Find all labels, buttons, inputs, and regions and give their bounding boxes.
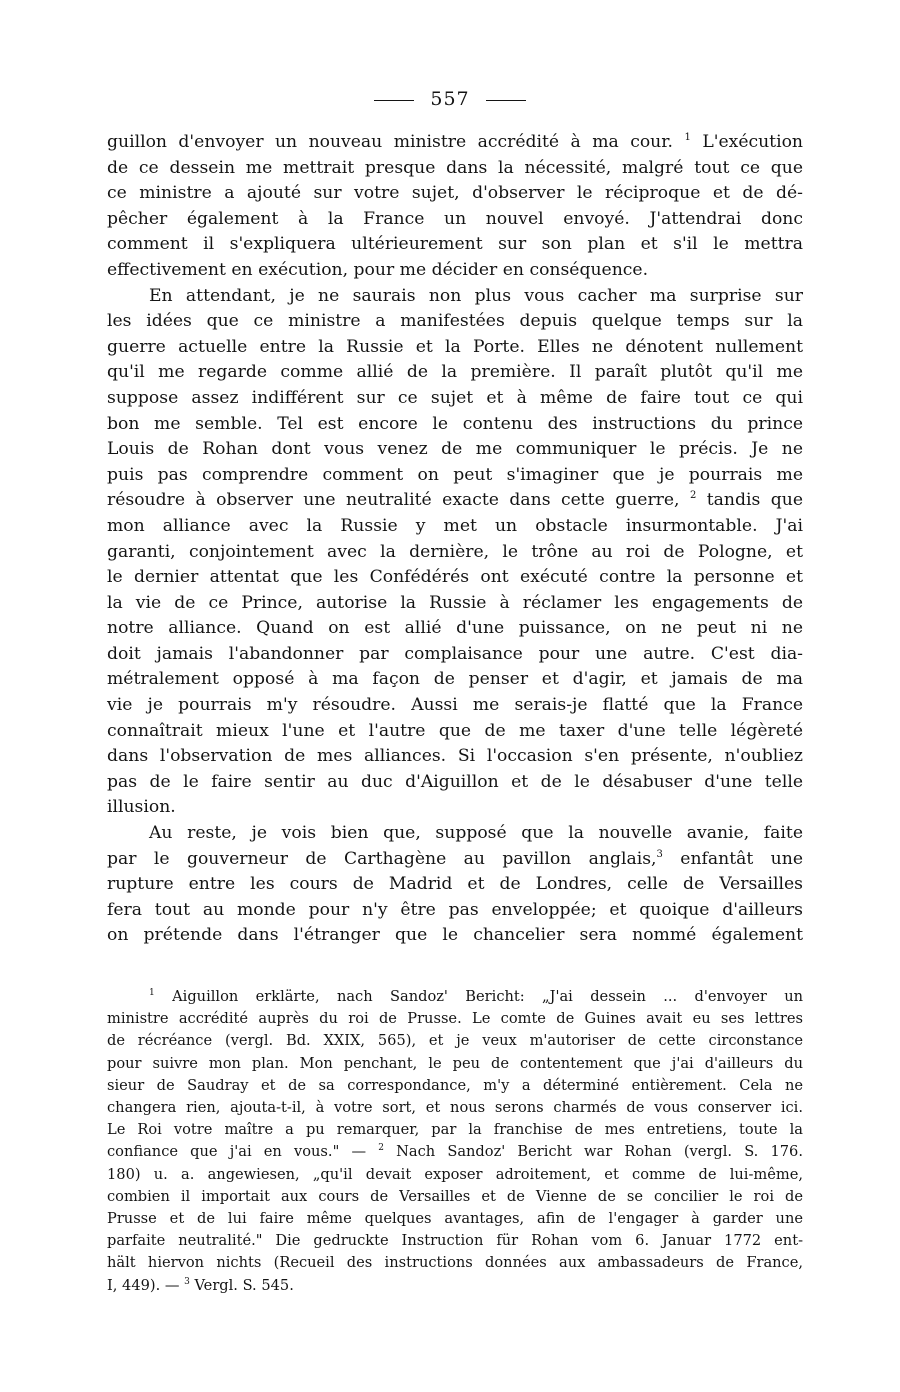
text-line: En attendant, je ne saurais non plus vous cacher ma surprise sur — [149, 285, 803, 306]
text-line: ce ministre a ajouté sur votre sujet, d'observer le réciproque et de dé- — [107, 183, 803, 204]
footnotes — [107, 986, 803, 1297]
footnote-ref-3[interactable]: 3 — [656, 848, 663, 860]
text-line: rupture entre les cours de Madrid et de Londres, celle de Versailles — [107, 874, 803, 895]
text-line: vie je pourrais m'y résoudre. Aussi me serais-je flatté que la France — [107, 695, 803, 716]
footnote-line: hält hiervon nichts (Recueil des instructions données aux ambassadeurs de France, — [107, 1254, 803, 1272]
footnote-line: combien il importait aux cours de Versailles et de Vienne de se concilier le roi de — [107, 1187, 803, 1205]
text-line: comment il s'expliquera ultérieurement sur son plan et s'il le mettra — [107, 234, 803, 255]
main-text — [107, 130, 803, 949]
footnote-mark-2: 2 — [378, 1143, 384, 1154]
text-line: pas de le faire sentir au duc d'Aiguillon et de le désabuser d'une telle — [107, 771, 803, 792]
footnote-mark-3: 3 — [184, 1276, 190, 1287]
text-line: qu'il me regarde comme allié de la première. Il paraît plutôt qu'il me — [107, 362, 803, 383]
paragraph-2 — [107, 284, 803, 821]
footnote-line: 180) u. a. angewiesen, „qu'il devait exposer adroitement, et comme de lui-même, — [107, 1165, 803, 1183]
text-line: guillon d'envoyer un nouveau ministre accrédité à ma cour. $^1$ L'exécution — [107, 132, 804, 152]
footnote-line: ministre accrédité auprès du roi de Prusse. Le comte de Guines avait eu ses lettres — [107, 1010, 803, 1028]
header-dash-left — [374, 100, 414, 101]
footnote-line: changera rien, ajouta-t-il, à votre sort, et nous serons charmés de vous conserver ici. — [107, 1099, 803, 1117]
footnote-line: Le Roi votre maître a pu remarquer, par la franchise de mes entretiens, toute la — [107, 1121, 803, 1139]
text-line: connaîtrait mieux l'une et l'autre que de me taxer d'une telle légèreté — [107, 720, 803, 741]
text-line: garanti, conjointement avec la dernière, le trône au roi de Pologne, et — [107, 541, 803, 562]
text-line: Au reste, je vois bien que, supposé que la nouvelle avanie, faite — [149, 823, 803, 844]
text-line: métralement opposé à ma façon de penser et d'agir, et jamais de ma — [107, 669, 803, 690]
footnote-line: de récréance (vergl. Bd. XXIX, 565), et je veux m'autoriser de cette circonstance — [107, 1032, 803, 1050]
text-line: doit jamais l'abandonner par complaisance pour une autre. C'est dia- — [107, 643, 803, 664]
text-line: effectivement en exécution, pour me décider en conséquence. — [107, 259, 649, 280]
text-line: bon me semble. Tel est encore le contenu des instructions du prince — [107, 413, 803, 434]
footnote-line: $^1$ Aiguillon erklärte, nach Sandoz' Bericht: „J'ai dessein ... d'envoyer un — [149, 988, 804, 1005]
header-dash-right — [486, 100, 526, 101]
text-line: résoudre à observer une neutralité exacte dans cette guerre, $^2$ tandis que — [107, 490, 803, 511]
text-line: le dernier attentat que les Confédérés ont exécuté contre la personne et — [107, 567, 803, 588]
text-line: la vie de ce Prince, autorise la Russie à réclamer les engagements de — [107, 592, 803, 613]
text-line: Louis de Rohan dont vous venez de me communiquer le précis. Je ne — [107, 439, 803, 460]
text-line: mon alliance avec la Russie y met un obstacle insurmontable. J'ai — [107, 515, 803, 536]
footnote-ref-1[interactable]: 1 — [684, 132, 691, 143]
text-line: par le gouverneur de Carthagène au pavillon anglais,$^3$ enfantât une — [107, 848, 803, 869]
footnote-mark-1: 1 — [149, 988, 155, 998]
text-line: suppose assez indifférent sur ce sujet et à même de faire tout ce qui — [107, 387, 803, 408]
page-number: 557 — [430, 88, 470, 110]
text-line: illusion. — [107, 797, 176, 818]
footnote-line: Prusse et de lui faire même quelques avantages, afin de l'engager à garder une — [107, 1210, 803, 1228]
footnote-ref-2[interactable]: 2 — [689, 490, 697, 502]
text-line: on prétende dans l'étranger que le chancelier sera nommé également — [107, 925, 803, 946]
text-line: guerre actuelle entre la Russie et la Porte. Elles ne dénotent nullement — [107, 336, 803, 357]
text-line: les idées que ce ministre a manifestées depuis quelque temps sur la — [107, 311, 803, 332]
footnote-line: parfaite neutralité." Die gedruckte Instruction für Rohan vom 6. Januar 1772 ent- — [107, 1232, 803, 1250]
footnote-line: sieur de Saudray et de sa correspondance, m'y a déterminé entièrement. Cela ne — [107, 1076, 803, 1094]
paragraph-3 — [107, 821, 803, 949]
paragraph-1 — [107, 130, 803, 284]
text-line: pêcher également à la France un nouvel envoyé. J'attendrai donc — [107, 208, 803, 229]
page-header — [0, 88, 900, 110]
text-line: dans l'observation de mes alliances. Si l'occasion s'en présente, n'oubliez — [107, 746, 803, 767]
footnote-line: confiance que j'ai en vous." — $^2$ Nach Sandoz' Bericht war Rohan (vergl. S. 176. — [107, 1143, 803, 1161]
text-line: puis pas comprendre comment on peut s'imaginer que je pourrais me — [107, 464, 803, 485]
footnote-line: I, 449). — $^3$ Vergl. S. 545. — [107, 1276, 294, 1294]
text-line: fera tout au monde pour n'y être pas enveloppée; et quoique d'ailleurs — [107, 899, 803, 920]
text-line: notre alliance. Quand on est allié d'une puissance, on ne peut ni ne — [107, 618, 803, 639]
text-line: de ce dessein me mettrait presque dans la nécessité, malgré tout ce que — [107, 157, 803, 178]
footnote-line: pour suivre mon plan. Mon penchant, le peu de contentement que j'ai d'ailleurs du — [107, 1054, 803, 1072]
